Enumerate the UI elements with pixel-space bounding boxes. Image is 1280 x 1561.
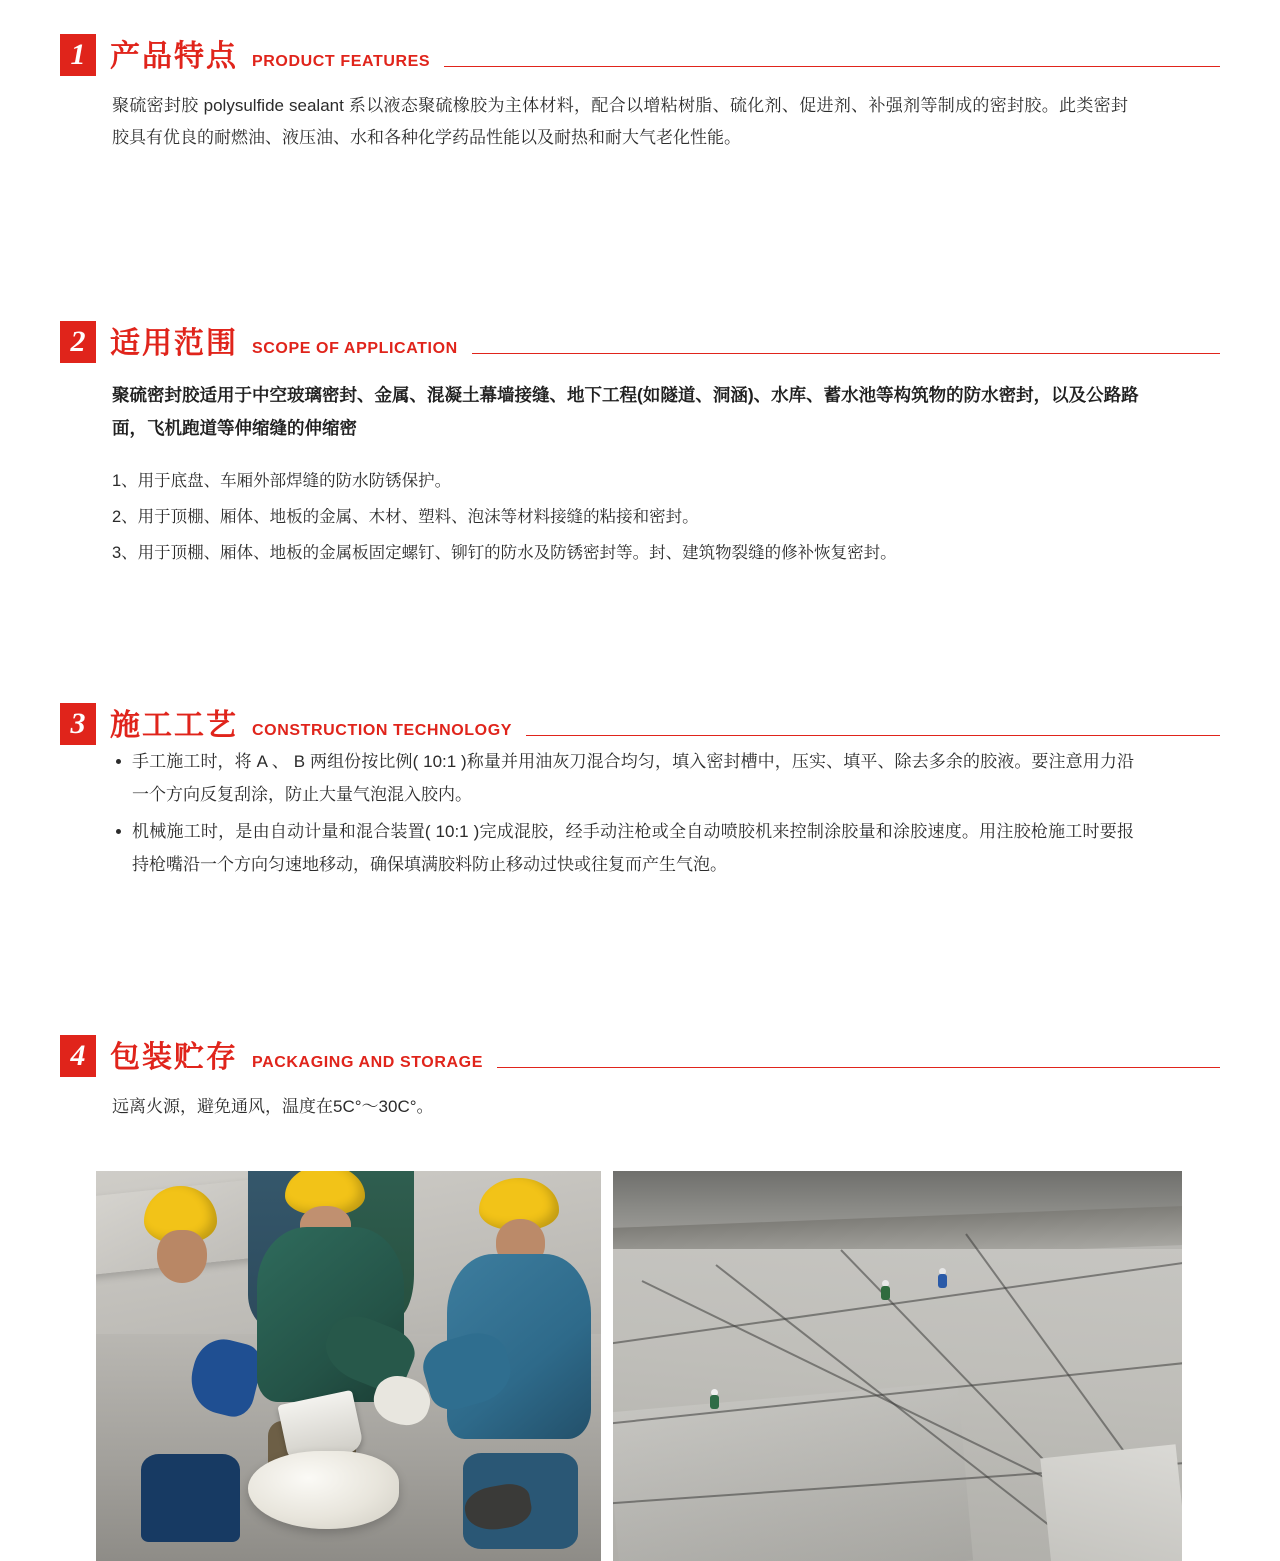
heading-rule (444, 66, 1220, 67)
section-title-en: CONSTRUCTION TECHNOLOGY (252, 721, 513, 739)
section-title-cn: 施工工艺 (110, 708, 238, 742)
distant-worker (938, 1268, 947, 1288)
list-item: 手工施工时，将 A 、 B 两组份按比例( 10:1 )称量并用油灰刀混合均匀，填入密封槽中，压实、填平、除去多余的胶液。要注意用力沿一个方向反复刮涂，防止大量气泡混入胶内。 (132, 745, 1134, 811)
section-number-badge: 4 (60, 1035, 96, 1077)
scope-item-list (60, 463, 1220, 571)
construction-bullet-list (60, 745, 1220, 881)
section-heading (60, 699, 1220, 745)
top-spacer (60, 0, 1220, 30)
section-title-en: PRODUCT FEATURES (252, 53, 431, 70)
list-item: 1、用于底盘、车厢外部焊缝的防水防锈保护。 (112, 471, 452, 490)
section-number-badge: 2 (60, 321, 96, 363)
section-title-en: SCOPE OF APPLICATION (252, 340, 458, 357)
worker-torso (710, 1395, 719, 1409)
section-paragraph: 聚硫密封胶 polysulfide sealant 系以液态聚硫橡胶为主体材料，配合以增粘树脂、硫化剂、促进剂、补强剂等制成的密封胶。此类密封胶具有优良的耐燃油、液压油、水和各种化学药品性能以及耐热和耐大气老化性能。 (112, 96, 1128, 147)
heading-rule (472, 353, 1220, 354)
list-item: 2、用于顶棚、厢体、地板的金属、木材、塑料、泡沫等材料接缝的粘接和密封。 (112, 507, 699, 526)
heading-rule (497, 1067, 1220, 1068)
worker-leg (141, 1454, 240, 1541)
photo-workers-mixing-sealant (96, 1171, 601, 1561)
section-product-features (60, 30, 1220, 154)
section-packaging-and-storage (60, 1031, 1220, 1123)
section-heading (60, 317, 1220, 363)
distant-worker (710, 1389, 719, 1409)
spacer-3 (60, 885, 1220, 1031)
section-title-en: PACKAGING AND STORAGE (252, 1053, 483, 1071)
section-number-badge: 1 (60, 34, 96, 76)
section-lead-text: 聚硫密封胶适用于中空玻璃密封、金属、混凝土幕墙接缝、地下工程(如隧道、洞涵)、水库、蓄水池等构筑物的防水密封，以及公路路面，飞机跑道等伸缩缝的伸缩密 (112, 385, 1139, 438)
spacer-1 (60, 171, 1220, 317)
list-item: 机械施工时，是由自动计量和混合装置( 10:1 )完成混胶，经手动注枪或全自动喷胶机来控制涂胶量和涂胶速度。用注胶枪施工时要报持枪嘴沿一个方向匀速地移动，确保填满胶料防止移动过快或往复而产生气泡。 (132, 815, 1134, 881)
worker-torso (938, 1274, 947, 1288)
section-heading (60, 30, 1220, 76)
section-scope-of-application (60, 317, 1220, 571)
photo-gallery (60, 1171, 1220, 1561)
section-title-cn: 适用范围 (110, 327, 238, 360)
distant-worker (881, 1280, 890, 1300)
section-construction-technology (60, 699, 1220, 881)
worker-torso (881, 1286, 890, 1300)
section-number-badge: 3 (60, 703, 96, 745)
section-paragraph: 远离火源，避免通风，温度在5C°～30C°。 (112, 1096, 434, 1116)
heading-rule (526, 735, 1220, 736)
list-item: 3、用于顶棚、厢体、地板的金属板固定螺钉、铆钉的防水及防锈密封等。封、建筑物裂缝的修补恢复密封。 (112, 543, 897, 562)
slope-edge-highlight (1040, 1444, 1182, 1560)
photo-dam-slope-sealing (613, 1171, 1182, 1561)
worker-right (455, 1178, 591, 1521)
slab-shading (613, 1382, 973, 1561)
spacer-2 (60, 571, 1220, 699)
section-heading (60, 1031, 1220, 1077)
worker-left (126, 1186, 252, 1521)
section-title-cn: 包装贮存 (110, 1040, 238, 1074)
section-title-cn: 产品特点 (110, 40, 238, 73)
